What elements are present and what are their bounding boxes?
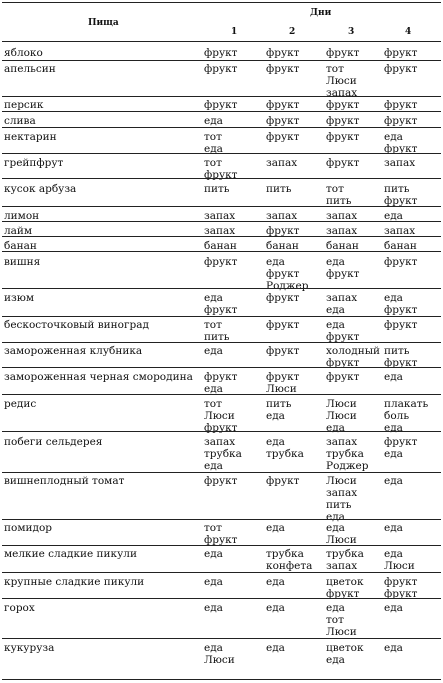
row-separator (2, 221, 441, 222)
food-cell: слива (4, 115, 36, 127)
day-4-response: фрукт (384, 436, 418, 448)
row-separator (2, 96, 441, 97)
row-separator (2, 288, 441, 289)
day-1-response: фрукт (204, 63, 238, 75)
row-separator (2, 60, 441, 61)
day-2-response: фрукт (266, 319, 300, 331)
day-3-response: еда (326, 256, 345, 268)
food-cell: крупные сладкие пикули (4, 576, 145, 588)
day-4-response: запах (384, 225, 416, 237)
day-3-response: еда (326, 602, 345, 614)
day-2-response: еда (266, 522, 285, 534)
day-4-response: еда (384, 292, 403, 304)
day-3-response: запах (326, 87, 358, 99)
day-1-response: тот (204, 319, 222, 331)
day-3-response: Люси (326, 398, 357, 410)
day-1-response: еда (204, 143, 223, 155)
row-separator (2, 519, 441, 520)
day-3-response: еда (326, 422, 345, 434)
day-2-response: Роджер (266, 280, 309, 292)
day-1-response: еда (204, 115, 223, 127)
day-4-response: еда (384, 422, 403, 434)
day-4-response: еда (384, 131, 403, 143)
day-3-response: трубка (326, 448, 364, 460)
day-2-response: еда (266, 410, 285, 422)
food-cell: мелкие сладкие пикули (4, 548, 137, 560)
day-3-response: фрукт (326, 331, 360, 343)
day-3-response: запах (326, 560, 358, 572)
day-1-response: еда (204, 548, 223, 560)
day-3-response: Люси (326, 75, 357, 87)
day-2-response: трубка (266, 448, 304, 460)
day-3-response: пить (326, 499, 352, 511)
day-3-response: еда (326, 511, 345, 523)
day-3-response: еда (326, 654, 345, 666)
day-3-response: фрукт (326, 371, 360, 383)
day-4-response: фрукт (384, 47, 418, 59)
day-4-response: банан (384, 240, 417, 252)
day-3-response: цветок (326, 576, 364, 588)
day-4-response: фрукт (384, 99, 418, 111)
day-2-response: еда (266, 602, 285, 614)
food-cell: бескосточковый виноград (4, 319, 149, 331)
day-1-response: фрукт (204, 256, 238, 268)
day-1-response: фрукт (204, 169, 238, 181)
day-3-response: тот (326, 614, 344, 626)
day-4-response: фрукт (384, 63, 418, 75)
day-3-response: еда (326, 522, 345, 534)
header-day-4: 4 (405, 27, 412, 37)
day-4-response: Люси (384, 560, 415, 572)
day-1-response: еда (204, 642, 223, 654)
day-1-response: тот (204, 398, 222, 410)
day-4-response: фрукт (384, 115, 418, 127)
row-separator (2, 178, 441, 179)
food-cell: изюм (4, 292, 35, 304)
day-2-response: фрукт (266, 47, 300, 59)
food-cell: банан (4, 240, 37, 252)
day-3-response: тот (326, 63, 344, 75)
food-cell: редис (4, 398, 37, 410)
day-3-response: запах (326, 292, 358, 304)
day-1-response: Люси (204, 654, 235, 666)
day-3-response: фрукт (326, 157, 360, 169)
food-cell: вишня (4, 256, 41, 268)
day-1-response: запах (204, 210, 236, 222)
day-2-response: фрукт (266, 115, 300, 127)
row-separator (2, 316, 441, 317)
day-4-response: фрукт (384, 143, 418, 155)
day-3-response: Люси (326, 626, 357, 638)
day-1-response: фрукт (204, 371, 238, 383)
day-2-response: еда (266, 642, 285, 654)
day-3-response: фрукт (326, 268, 360, 280)
table-bottom-rule (2, 679, 441, 680)
row-separator (2, 394, 441, 395)
day-3-response: пить (326, 195, 352, 207)
day-3-response: еда (326, 304, 345, 316)
day-2-response: пить (266, 398, 292, 410)
day-1-response: фрукт (204, 475, 238, 487)
day-3-response: еда (326, 319, 345, 331)
food-cell: побеги сельдерея (4, 436, 103, 448)
day-1-response: запах (204, 436, 236, 448)
day-2-response: еда (266, 576, 285, 588)
day-3-response: холодный (326, 345, 381, 357)
day-2-response: фрукт (266, 345, 300, 357)
day-4-response: фрукт (384, 588, 418, 600)
day-1-response: фрукт (204, 422, 238, 434)
day-3-response: тот (326, 183, 344, 195)
day-2-response: фрукт (266, 292, 300, 304)
day-1-response: фрукт (204, 47, 238, 59)
food-cell: яблоко (4, 47, 43, 59)
day-2-response: Люси (266, 383, 297, 395)
row-separator (2, 206, 441, 207)
day-4-response: фрукт (384, 256, 418, 268)
day-2-response: еда (266, 436, 285, 448)
day-4-response: еда (384, 522, 403, 534)
day-4-response: фрукт (384, 357, 418, 369)
day-1-response: фрукт (204, 99, 238, 111)
day-1-response: тот (204, 157, 222, 169)
day-3-response: запах (326, 436, 358, 448)
day-1-response: тот (204, 131, 222, 143)
day-4-response: еда (384, 602, 403, 614)
day-3-response: фрукт (326, 588, 360, 600)
row-separator (2, 598, 441, 599)
day-2-response: фрукт (266, 63, 300, 75)
day-2-response: фрукт (266, 475, 300, 487)
food-cell: кусок арбуза (4, 183, 77, 195)
day-2-response: фрукт (266, 225, 300, 237)
day-2-response: фрукт (266, 268, 300, 280)
day-1-response: еда (204, 460, 223, 472)
row-separator (2, 342, 441, 343)
day-4-response: еда (384, 548, 403, 560)
day-3-response: трубка (326, 548, 364, 560)
food-cell: нектарин (4, 131, 57, 143)
day-4-response: плакать (384, 398, 429, 410)
day-2-response: еда (266, 256, 285, 268)
day-3-response: фрукт (326, 357, 360, 369)
row-separator (2, 572, 441, 573)
food-cell: помидор (4, 522, 52, 534)
day-1-response: тот (204, 522, 222, 534)
day-3-response: фрукт (326, 99, 360, 111)
row-separator (2, 251, 441, 252)
day-4-response: фрукт (384, 195, 418, 207)
day-4-response: запах (384, 157, 416, 169)
day-1-response: фрукт (204, 534, 238, 546)
day-1-response: фрукт (204, 304, 238, 316)
header-days: Дни (310, 8, 332, 18)
day-2-response: конфета (266, 560, 313, 572)
day-4-response: фрукт (384, 576, 418, 588)
day-3-response: запах (326, 210, 358, 222)
food-cell: горох (4, 602, 35, 614)
row-separator (2, 111, 441, 112)
day-4-response: еда (384, 642, 403, 654)
day-2-response: банан (266, 240, 299, 252)
day-3-response: фрукт (326, 47, 360, 59)
day-4-response: фрукт (384, 319, 418, 331)
header-day-2: 2 (289, 27, 296, 37)
day-3-response: Люси (326, 475, 357, 487)
row-separator (2, 638, 441, 639)
food-cell: замороженная клубника (4, 345, 143, 357)
day-1-response: пить (204, 331, 230, 343)
day-4-response: еда (384, 448, 403, 460)
day-1-response: еда (204, 292, 223, 304)
food-cell: персик (4, 99, 44, 111)
day-4-response: еда (384, 371, 403, 383)
row-separator (2, 431, 441, 432)
day-2-response: фрукт (266, 371, 300, 383)
day-4-response: боль (384, 410, 410, 422)
day-3-response: Роджер (326, 460, 369, 472)
day-2-response: запах (266, 210, 298, 222)
day-1-response: банан (204, 240, 237, 252)
day-1-response: запах (204, 225, 236, 237)
food-cell: лайм (4, 225, 33, 237)
food-cell: лимон (4, 210, 40, 222)
row-separator (2, 153, 441, 154)
row-separator (2, 236, 441, 237)
day-1-response: пить (204, 183, 230, 195)
food-cell: грейпфрут (4, 157, 64, 169)
day-4-response: еда (384, 210, 403, 222)
food-cell: кукуруза (4, 642, 55, 654)
day-2-response: фрукт (266, 131, 300, 143)
day-2-response: пить (266, 183, 292, 195)
header-day-3: 3 (348, 27, 355, 37)
header-food: Пища (88, 18, 119, 28)
day-2-response: запах (266, 157, 298, 169)
table-top-rule (2, 2, 441, 3)
food-cell: замороженная черная смородина (4, 371, 193, 383)
day-1-response: еда (204, 576, 223, 588)
day-3-response: Люси (326, 410, 357, 422)
day-3-response: запах (326, 487, 358, 499)
day-4-response: пить (384, 345, 410, 357)
day-1-response: Люси (204, 410, 235, 422)
row-separator (2, 472, 441, 473)
day-1-response: трубка (204, 448, 242, 460)
day-3-response: запах (326, 225, 358, 237)
day-1-response: еда (204, 345, 223, 357)
day-2-response: трубка (266, 548, 304, 560)
header-rule (2, 41, 441, 42)
day-1-response: еда (204, 383, 223, 395)
row-separator (2, 545, 441, 546)
day-1-response: еда (204, 602, 223, 614)
day-3-response: фрукт (326, 115, 360, 127)
day-3-response: цветок (326, 642, 364, 654)
day-4-response: фрукт (384, 304, 418, 316)
day-3-response: банан (326, 240, 359, 252)
row-separator (2, 127, 441, 128)
header-day-1: 1 (231, 27, 238, 37)
day-2-response: фрукт (266, 99, 300, 111)
day-3-response: фрукт (326, 131, 360, 143)
day-4-response: еда (384, 475, 403, 487)
day-4-response: пить (384, 183, 410, 195)
row-separator (2, 367, 441, 368)
day-3-response: Люси (326, 534, 357, 546)
food-cell: вишнеплодный томат (4, 475, 125, 487)
food-cell: апельсин (4, 63, 56, 75)
